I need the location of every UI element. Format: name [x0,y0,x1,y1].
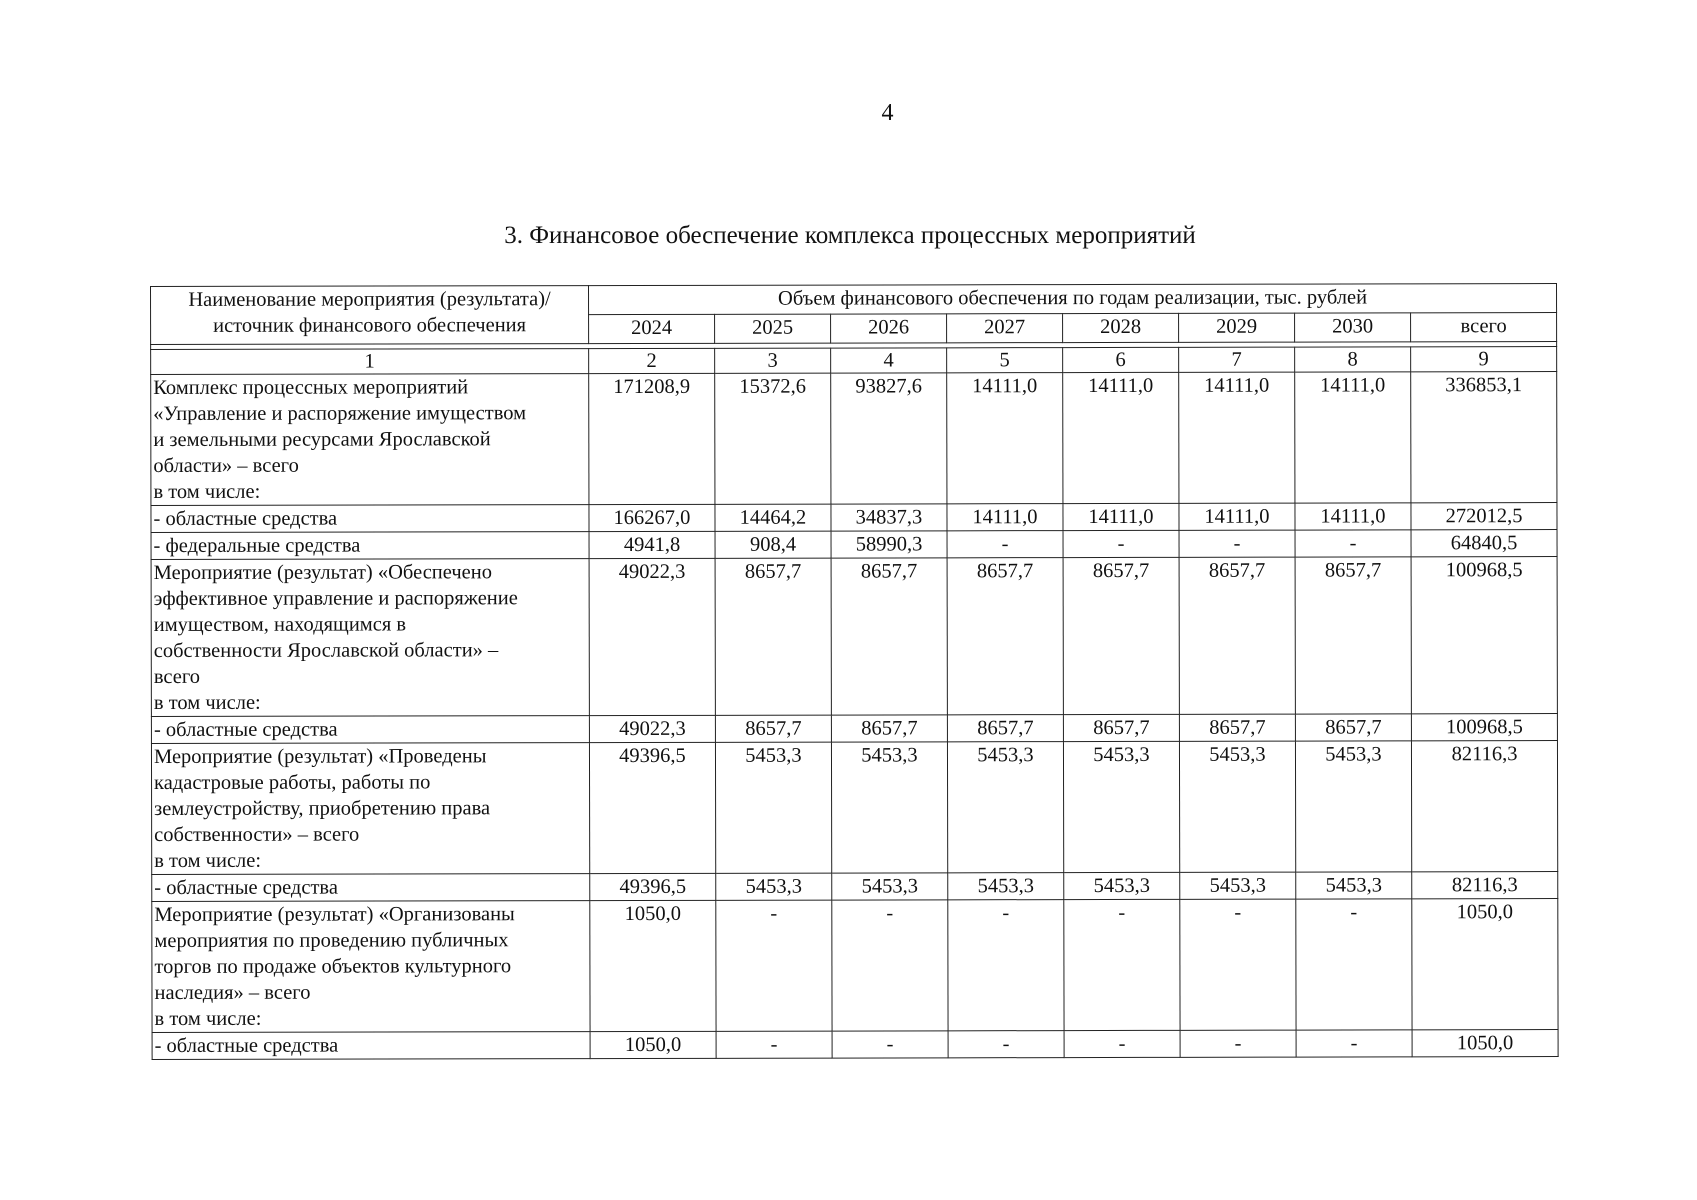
value-cell: 8657,7 [831,715,947,742]
value-cell: 1050,0 [1412,1030,1558,1057]
value-cell: - [1296,1030,1412,1057]
value-cell: 1050,0 [590,900,716,1031]
year-header-cell: 2024 [589,314,715,343]
row-label-cell [151,532,589,560]
row-label-cell [151,743,589,875]
table-body [151,342,1559,1060]
value-cell: 82116,3 [1411,741,1557,872]
row-label-line: - областные средства [153,507,338,530]
row-label-line: в том числе: [154,849,262,872]
value-cell: 1050,0 [590,1031,716,1058]
value-cell: 5453,3 [947,742,1063,873]
value-cell: - [716,1031,832,1058]
year-header-cell: 2030 [1295,313,1411,342]
year-header-cell: 2027 [947,314,1063,343]
row-label-line: - областные средства [154,876,338,899]
row-label-line: эффективное управление и распоряжение [153,587,518,610]
row-label-line: и земельными ресурсами Ярославской [153,428,491,451]
year-header-cell: всего [1411,313,1557,342]
page-number: 4 [881,100,894,126]
value-cell: 14464,2 [715,504,831,531]
row-label-line: торгов по продаже объектов культурного [154,955,512,978]
row-label-cell [151,505,589,533]
value-cell: 8657,7 [947,558,1063,715]
value-cell: - [948,900,1064,1031]
value-cell: 5453,3 [1063,741,1179,872]
value-cell: 5453,3 [1064,872,1180,899]
value-cell: 49022,3 [589,715,715,742]
value-cell: 8657,7 [1295,557,1411,714]
value-cell: - [832,900,948,1031]
table-row [151,530,1557,560]
value-cell: 8657,7 [1063,557,1179,714]
row-label-cell [151,716,589,744]
value-cell: - [1180,1030,1296,1057]
row-label-cell [151,374,589,506]
column-number-cell: 4 [831,348,947,373]
value-cell: 8657,7 [831,558,947,715]
value-cell: - [1180,899,1296,1030]
value-cell: 336853,1 [1411,372,1557,503]
value-cell: 14111,0 [1295,503,1411,530]
value-cell: 5453,3 [1296,872,1412,899]
row-label-line: Мероприятие (результат) «Проведены [153,745,487,768]
row-label-line: - областные средства [153,718,338,741]
row-label-line: всего [153,665,200,688]
value-cell: 5453,3 [1295,741,1411,872]
column-number-cell: 2 [589,348,715,373]
row-label-line: - областные средства [154,1034,339,1057]
table-row [151,503,1557,533]
row-label-line: кадастровые работы, работы по [154,771,431,794]
value-cell: 93827,6 [831,373,947,504]
row-label-line: области» – всего [153,454,299,477]
value-cell: 8657,7 [715,715,831,742]
value-cell: 5453,3 [1180,872,1296,899]
value-cell: 4941,8 [589,531,715,558]
value-cell: - [1063,530,1179,557]
year-header-cell: 2029 [1179,313,1295,342]
row-label-line: в том числе: [153,480,261,503]
table-row [151,741,1557,875]
value-cell: - [1064,1030,1180,1057]
row-label-line: Комплекс процессных мероприятий [153,376,469,399]
value-cell: 5453,3 [715,742,831,873]
value-cell: 5453,3 [948,873,1064,900]
header-name-cell: Наименование мероприятия (результата)/ источник финансового обеспечения [151,286,589,345]
table-row [151,557,1557,717]
value-cell: 64840,5 [1411,530,1557,557]
value-cell: 100968,5 [1411,714,1557,741]
value-cell: 272012,5 [1411,503,1557,530]
value-cell: 8657,7 [1295,714,1411,741]
year-header-cell: 2026 [831,314,947,343]
value-cell: - [1295,530,1411,557]
value-cell: - [948,1031,1064,1058]
column-number-cell: 6 [1063,347,1179,372]
value-cell: 8657,7 [1179,557,1295,714]
value-cell: 82116,3 [1412,872,1558,899]
value-cell: - [832,1031,948,1058]
row-label-line: собственности» – всего [154,823,360,846]
value-cell: 14111,0 [1179,372,1295,503]
value-cell: - [716,900,832,1031]
column-number-cell: 5 [947,348,1063,373]
row-label-cell [151,559,589,717]
table-row [152,899,1558,1033]
value-cell: 14111,0 [1179,503,1295,530]
row-label-line: в том числе: [154,1007,262,1030]
value-cell: 15372,6 [715,373,831,504]
row-label-line: - федеральные средства [153,534,361,557]
value-cell: 166267,0 [589,504,715,531]
row-label-line: в том числе: [153,691,261,714]
value-cell: 5453,3 [716,873,832,900]
value-cell: 8657,7 [1179,714,1295,741]
column-number-cell: 7 [1179,347,1295,372]
value-cell: 14111,0 [1295,372,1411,503]
row-label-line: землеустройству, приобретению права [154,797,491,820]
value-cell: 100968,5 [1411,557,1557,714]
row-label-line: мероприятия по проведению публичных [154,929,509,952]
value-cell: 8657,7 [1063,714,1179,741]
row-label-line: Мероприятие (результат) «Обеспечено [153,561,492,584]
financing-table [150,283,1559,1060]
value-cell: - [1179,530,1295,557]
value-cell: 5453,3 [832,873,948,900]
row-label-line: собственности Ярославской области» – [153,639,499,662]
row-label-cell [152,874,590,902]
year-header-cell: 2028 [1063,313,1179,342]
row-label-line: «Управление и распоряжение имуществом [153,402,527,425]
value-cell: 14111,0 [947,504,1063,531]
value-cell: 14111,0 [1063,503,1179,530]
section-title: 3. Финансовое обеспечение комплекса процессных мероприятий [504,222,1196,249]
header-span-cell: Объем финансового обеспечения по годам реализации, тыс. рублей [589,284,1557,315]
value-cell: 58990,3 [831,531,947,558]
table-row [152,872,1558,902]
column-number-cell: 8 [1295,347,1411,372]
column-number-cell: 3 [715,348,831,373]
column-number-row [151,347,1557,375]
column-number-cell: 1 [151,349,589,375]
row-label-cell [152,1032,590,1060]
value-cell: 5453,3 [1179,741,1295,872]
column-number-cell: 9 [1411,347,1557,372]
value-cell: 49396,5 [590,873,716,900]
value-cell: 8657,7 [947,715,1063,742]
row-label-cell [152,901,590,1033]
table-row [151,714,1557,744]
value-cell: 1050,0 [1412,899,1558,1030]
table-row [152,1030,1558,1060]
value-cell: 908,4 [715,531,831,558]
value-cell: - [1296,899,1412,1030]
year-header-cell: 2025 [715,314,831,343]
value-cell: - [947,531,1063,558]
value-cell: 5453,3 [831,742,947,873]
table-row [151,372,1557,506]
value-cell: 14111,0 [1063,372,1179,503]
row-label-line: имуществом, находящимся в [153,613,407,636]
value-cell: 49396,5 [589,742,715,873]
row-label-line: наследия» – всего [154,981,311,1004]
row-label-line: Мероприятие (результат) «Организованы [154,903,515,926]
value-cell: 14111,0 [947,373,1063,504]
value-cell: 34837,3 [831,504,947,531]
value-cell: 8657,7 [715,558,831,715]
value-cell: - [1064,899,1180,1030]
value-cell: 49022,3 [589,558,715,715]
value-cell: 171208,9 [589,373,715,504]
